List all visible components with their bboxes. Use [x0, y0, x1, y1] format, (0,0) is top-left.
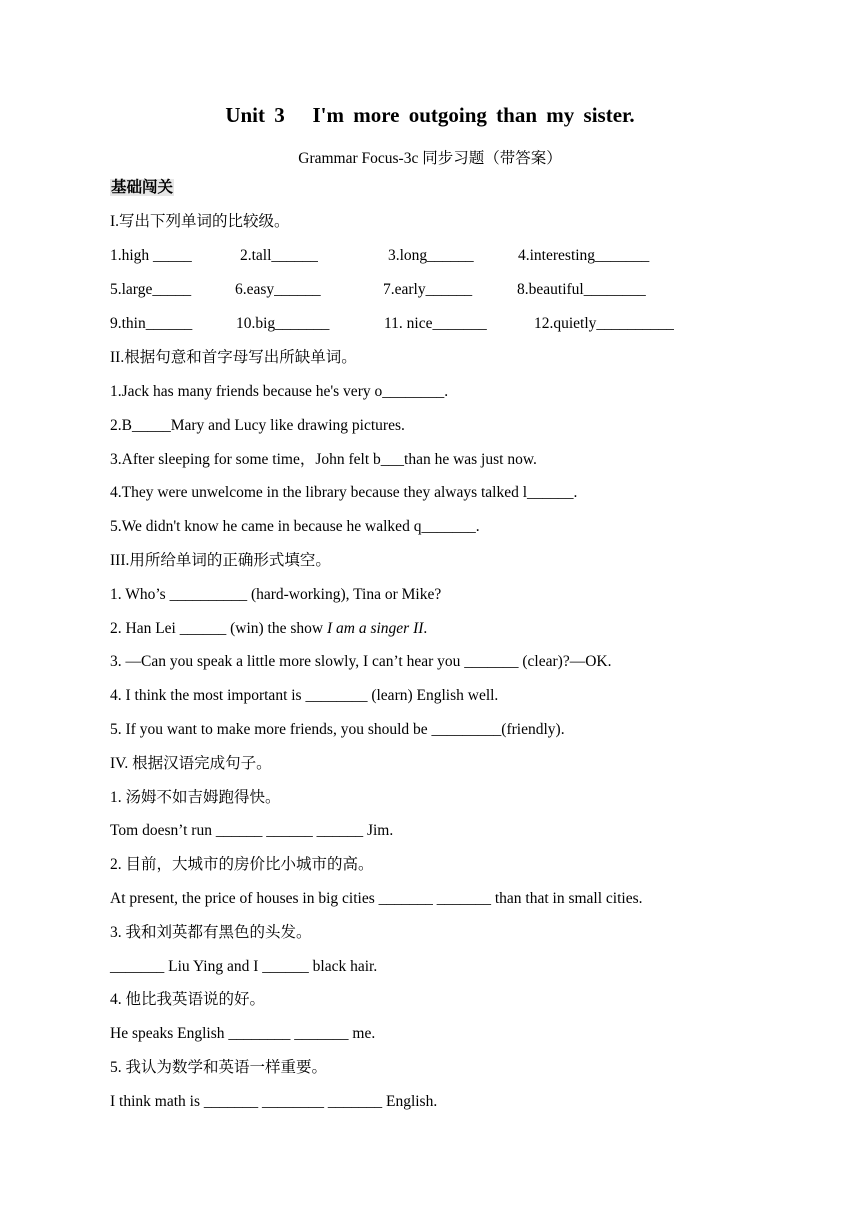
word-item: 4.interesting_______	[518, 247, 650, 264]
show-title: I am a singer II	[326, 620, 424, 637]
exercise-item: 3. —Can you speak a little more slowly, I can’t hear you _______ (clear)?—OK.	[110, 653, 612, 670]
page-title: Unit 3 I'm more outgoing than my sister.	[225, 103, 635, 127]
word-item: 1.high _____	[110, 247, 192, 264]
page-subtitle: Grammar Focus-3c 同步习题（带答案）	[298, 150, 562, 167]
exercise-item: 2.B_____Mary and Lucy like drawing pictures.	[110, 417, 405, 434]
exercise-item: 4.They were unwelcome in the library because they always talked l______.	[110, 484, 578, 501]
english-sentence: Tom doesn’t run ______ ______ ______ Jim.	[110, 822, 394, 839]
chinese-prompt: 4. 他比我英语说的好。	[110, 991, 266, 1008]
section-label-text: 基础闯关	[111, 179, 174, 196]
english-sentence: _______ Liu Ying and I ______ black hair.	[110, 958, 378, 975]
word-item: 2.tall______	[240, 247, 318, 264]
word-item: 6.easy______	[235, 281, 321, 298]
exercise-item: 5.We didn't know he came in because he walked q_______.	[110, 518, 480, 535]
part3-heading: III.用所给单词的正确形式填空。	[110, 552, 331, 569]
chinese-prompt: 5. 我认为数学和英语一样重要。	[110, 1059, 328, 1076]
part2-heading: II.根据句意和首字母写出所缺单词。	[110, 349, 357, 366]
exercise-item: 1.Jack has many friends because he's very o________.	[110, 383, 449, 400]
word-item: 12.quietly__________	[534, 315, 674, 332]
english-sentence: At present, the price of houses in big cities _______ _______ than that in small cities.	[110, 890, 643, 907]
word-item: 7.early______	[383, 281, 473, 298]
exercise-item: 1. Who’s __________ (hard-working), Tina or Mike?	[110, 586, 442, 603]
chinese-prompt: 2. 目前，大城市的房价比小城市的高。	[110, 856, 374, 873]
english-sentence: He speaks English ________ _______ me.	[110, 1025, 376, 1042]
part1-heading: I.写出下列单词的比较级。	[110, 213, 290, 230]
chinese-prompt: 3. 我和刘英都有黑色的头发。	[110, 924, 312, 941]
word-item: 11. nice_______	[384, 315, 487, 332]
word-item: 10.big_______	[236, 315, 330, 332]
word-item: 8.beautiful________	[517, 281, 646, 298]
english-sentence: I think math is _______ ________ _______ English.	[110, 1093, 438, 1110]
part4-heading: IV. 根据汉语完成句子。	[110, 755, 272, 772]
word-item: 9.thin______	[110, 315, 193, 332]
exercise-item: 3.After sleeping for some time，John felt b___than he was just now.	[110, 451, 537, 468]
section-label	[110, 178, 174, 198]
exercise-item: 5. If you want to make more friends, you should be _________(friendly).	[110, 721, 565, 738]
exercise-item: 4. I think the most important is ________ (learn) English well.	[110, 687, 499, 704]
word-item: 5.large_____	[110, 281, 192, 298]
item-text: 2. Han Lei ______ (win) the show	[110, 620, 327, 637]
item-text: .	[423, 620, 428, 637]
exercise-item	[110, 619, 427, 639]
chinese-prompt: 1. 汤姆不如吉姆跑得快。	[110, 789, 281, 806]
word-item: 3.long______	[388, 247, 474, 264]
